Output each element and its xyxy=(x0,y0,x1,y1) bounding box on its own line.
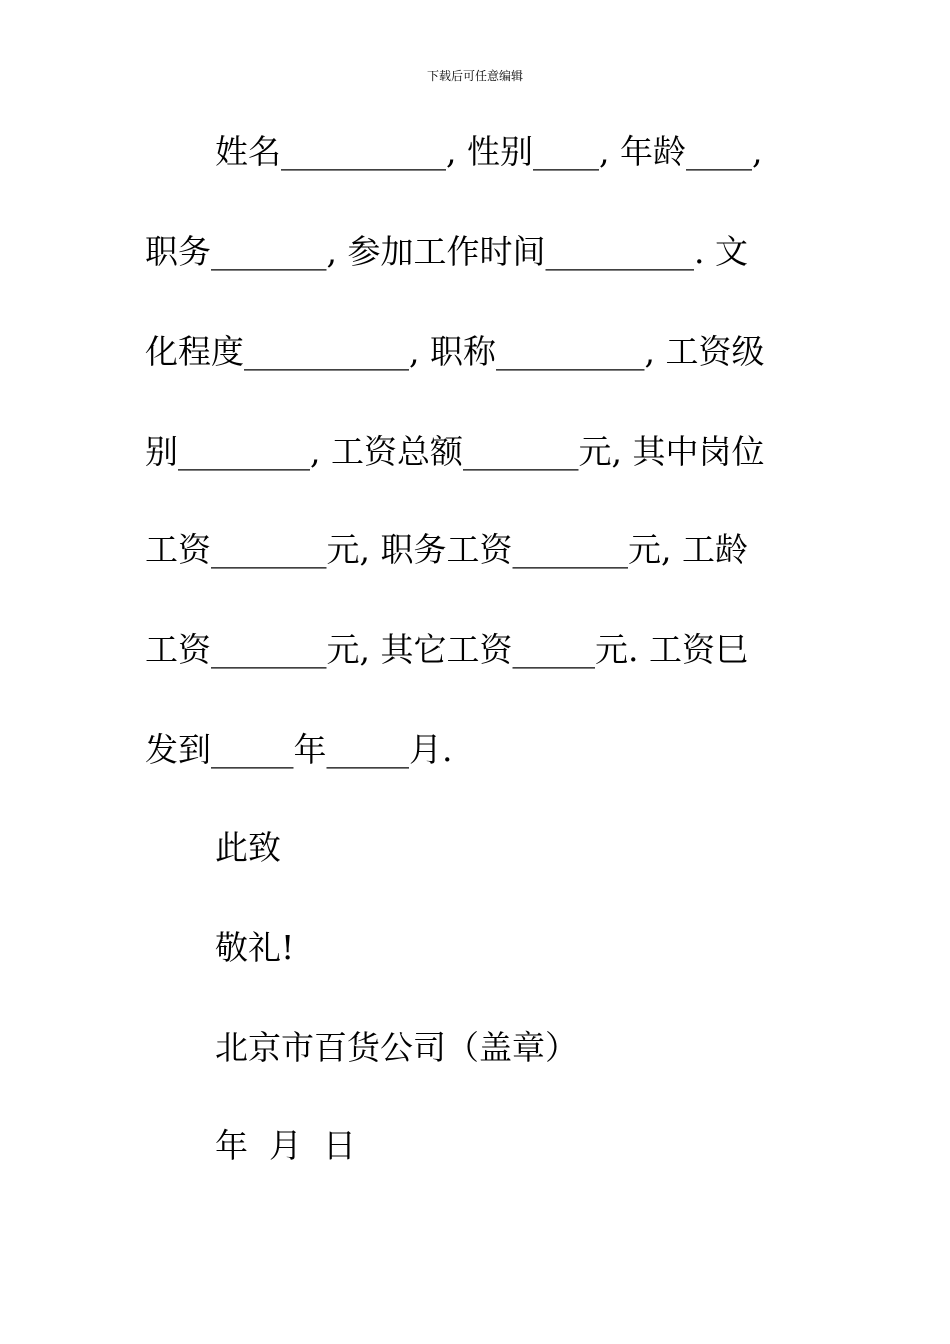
body-line-2: 职务_______, 参加工作时间_________. 文 xyxy=(145,232,748,271)
body-line-4: 别________, 工资总额_______元, 其中岗位 xyxy=(145,432,765,471)
salutation-jing-li: 敬礼! xyxy=(215,928,295,967)
date-line: 年 月 日 xyxy=(215,1126,356,1165)
body-line-1: 姓名__________, 性别____, 年龄____, xyxy=(215,132,763,171)
body-line-3: 化程度__________, 职称_________, 工资级 xyxy=(145,332,765,371)
salutation-ci-zhi: 此致 xyxy=(215,828,281,867)
page-header: 下载后可任意编辑 xyxy=(426,69,523,83)
body-line-5: 工资_______元, 职务工资_______元, 工龄 xyxy=(145,530,748,569)
body-line-7: 发到_____年_____月. xyxy=(145,730,453,769)
signer-line: 北京市百货公司（盖章） xyxy=(215,1028,578,1067)
body-line-6: 工资_______元, 其它工资_____元. 工资巳 xyxy=(145,630,748,669)
